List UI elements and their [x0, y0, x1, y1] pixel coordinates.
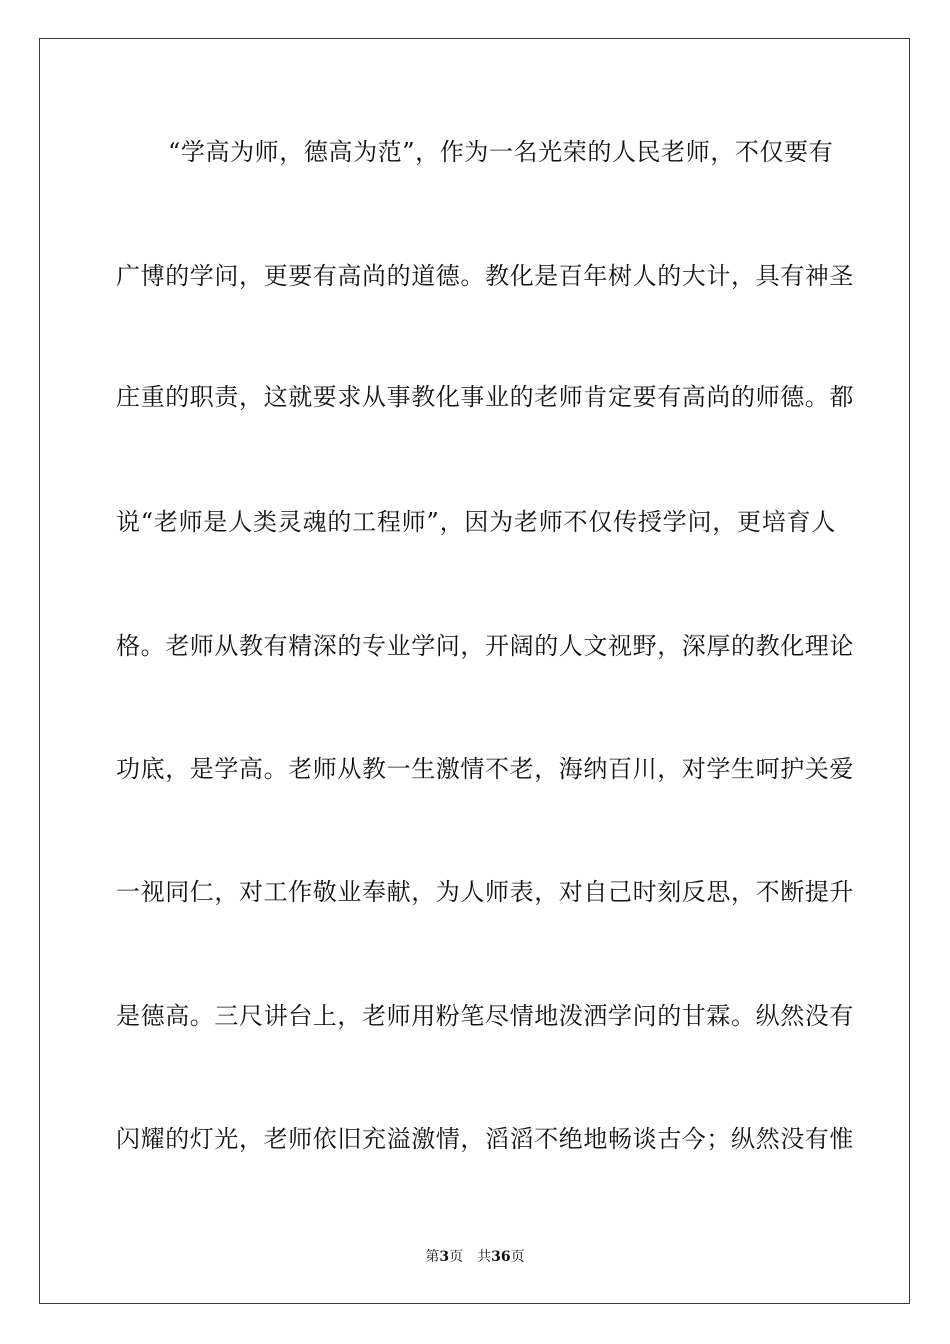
- body-text-line-5: 格。老师从教有精深的专业学问，开阔的人文视野，深厚的教化理论: [116, 632, 854, 660]
- body-text-line-9: 闪耀的灯光，老师依旧充溢激情，滔滔不绝地畅谈古今；纵然没有惟: [116, 1125, 854, 1153]
- page-number: 3: [439, 1249, 450, 1265]
- body-text-line-1: “学高为师，德高为范”，作为一名光荣的人民老师，不仅要有: [168, 138, 834, 166]
- body-text-line-8: 是德高。三尺讲台上，老师用粉笔尽情地泼洒学问的甘霖。纵然没有: [116, 1002, 854, 1030]
- body-text-line-6: 功底，是学高。老师从教一生激情不老，海纳百川，对学生呵护关爱: [116, 755, 854, 783]
- total-pages: 36: [491, 1249, 511, 1265]
- page-label-suffix: 页: [449, 1249, 464, 1265]
- total-label-prefix: 共: [477, 1249, 492, 1265]
- body-text-line-4: 说“老师是人类灵魂的工程师”，因为老师不仅传授学问，更培育人: [116, 508, 836, 536]
- page-label-prefix: 第: [425, 1249, 440, 1265]
- body-text-line-3: 庄重的职责，这就要求从事教化事业的老师肯定要有高尚的师德。都: [116, 383, 854, 411]
- body-text-line-2: 广博的学问，更要有高尚的道德。教化是百年树人的大计，具有神圣: [116, 262, 854, 290]
- total-label-suffix: 页: [510, 1249, 525, 1265]
- page-border: [39, 38, 910, 1304]
- page-footer: [0, 1248, 950, 1266]
- body-text-line-7: 一视同仁，对工作敬业奉献，为人师表，对自己时刻反思，不断提升: [116, 878, 854, 906]
